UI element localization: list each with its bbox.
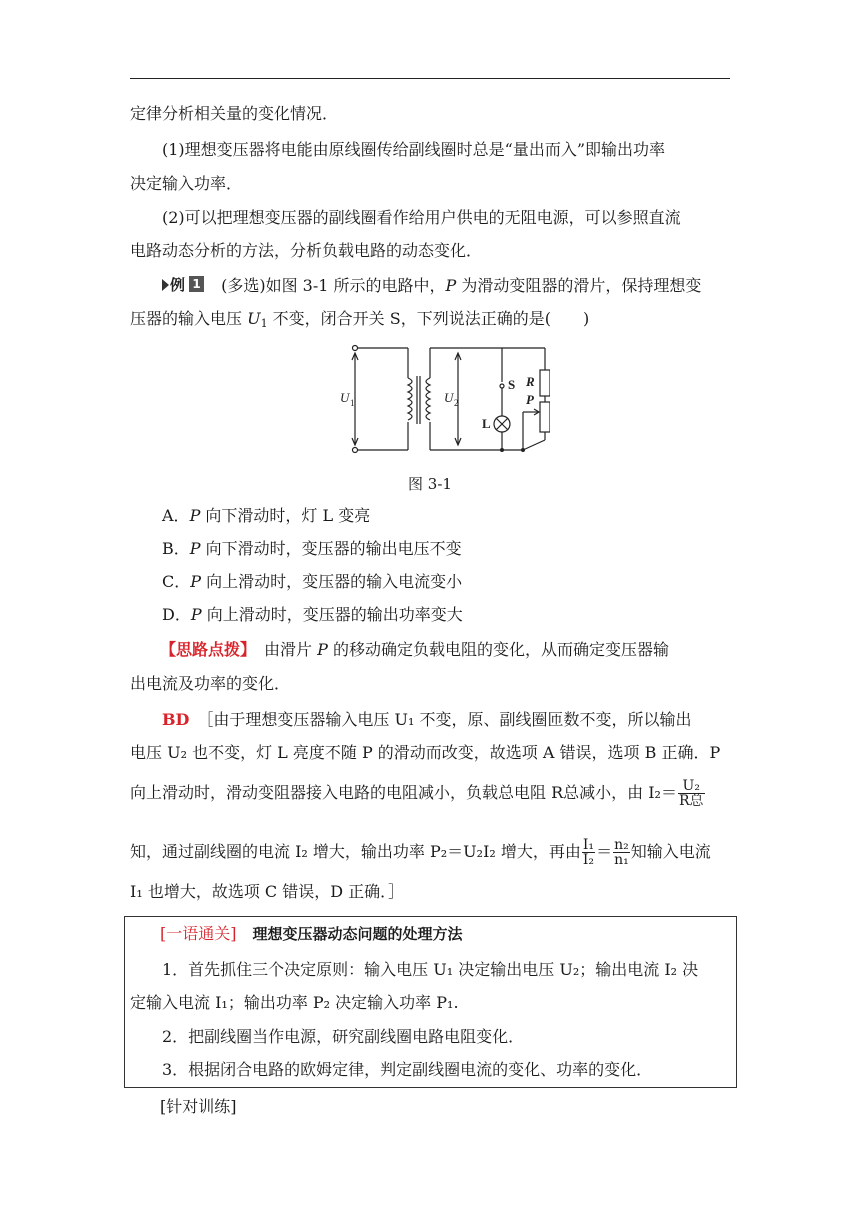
option-var: P <box>189 539 201 558</box>
summary-heading <box>160 924 760 944</box>
hint-line-1 <box>160 640 760 660</box>
hint-text-b: 的移动确定负载电阻的变化，从而确定变压器输 <box>327 640 669 659</box>
answer-line-3 <box>130 779 730 808</box>
point-1-line-b: 决定输入功率． <box>130 174 243 193</box>
option-letter: D． <box>162 605 191 624</box>
option-var: P <box>190 605 202 624</box>
fraction-denominator: R总 <box>678 793 704 809</box>
fraction <box>678 779 705 808</box>
resistor-r <box>540 370 550 396</box>
summary-point-1a: 1．首先抓住三个决定原则：输入电压 U₁ 决定输出电压 U₂；输出电流 I₂ 决 <box>162 960 699 979</box>
header-rule <box>130 78 730 79</box>
hint-text-a: 由滑片 <box>248 640 318 659</box>
option-text: 向下滑动时，灯 L 变亮 <box>200 506 371 525</box>
option-letter: A． <box>162 506 190 525</box>
fraction-denominator: n₁ <box>614 852 629 868</box>
answer-line-5: I₁ 也增大，故选项 C 错误，D 正确．］ <box>130 882 405 901</box>
summary-point-2: 2．把副线圈当作电源，研究副线圈电路电阻变化． <box>162 1027 525 1046</box>
equals-sign: ＝ <box>596 842 613 861</box>
fraction-numerator: I₁ <box>582 837 595 853</box>
circuit-figure <box>340 340 550 460</box>
label-r: R <box>526 374 535 389</box>
label-u1: U <box>340 390 350 405</box>
primary-coil <box>408 378 412 420</box>
summary-tag: [一语通关] <box>160 924 237 943</box>
answer-text: 知输入电流 <box>630 842 711 861</box>
example-line-1 <box>162 275 762 296</box>
label-p: P <box>526 392 534 407</box>
triangle-icon <box>162 279 169 291</box>
label-u2: U <box>444 390 454 405</box>
fraction-numerator: n₂ <box>614 837 629 853</box>
example-text-c: 压器的输入电压 <box>130 309 248 328</box>
answer-text: 知，通过副线圈的电流 I₂ 增大，输出功率 P₂＝U₂I₂ 增大，再由 <box>130 842 581 861</box>
var-p: P <box>445 276 457 295</box>
summary-point-3: 3．根据闭合电路的欧姆定律，判定副线圈电流的变化、功率的变化． <box>162 1060 653 1079</box>
example-text-a: (多选)如图 3-1 所示的电路中， <box>216 276 446 295</box>
summary-title: 理想变压器动态问题的处理方法 <box>252 925 463 943</box>
option-text: 向下滑动时，变压器的输出电压不变 <box>200 539 462 558</box>
var-u-sub: 1 <box>260 317 268 330</box>
terminal-top <box>353 346 358 351</box>
rheostat <box>540 402 550 432</box>
intro-line: 定律分析相关量的变化情况． <box>130 104 339 123</box>
fraction <box>582 838 595 867</box>
secondary-coil <box>426 378 430 420</box>
option-letter: C． <box>162 572 191 591</box>
fraction-numerator: U₂ <box>678 779 705 794</box>
option-a[interactable] <box>162 506 762 526</box>
label-s: S <box>508 377 516 392</box>
answer-key: BD <box>162 710 190 729</box>
answer-text: 向上滑动时，滑动变阻器接入电路的电阻减小，负载总电阻 R总减小，由 I₂＝ <box>130 783 677 802</box>
answer-line-2: 电压 U₂ 也不变，灯 L 亮度不随 P 的滑动而改变，故选项 A 错误，选项 B 正确．P <box>130 743 721 762</box>
junction-dot <box>500 448 504 452</box>
example-badge-number: 1 <box>189 276 204 292</box>
hint-tag: 【思路点拨】 <box>160 640 249 659</box>
hint-line-2: 出电流及功率的变化． <box>130 674 291 693</box>
point-1-line-a: (1)理想变压器将电能由原线圈传给副线圈时总是“量出而入”即输出功率 <box>162 140 666 159</box>
training-heading: [针对训练] <box>160 1097 237 1116</box>
option-letter: B． <box>162 539 190 558</box>
example-badge-label: 例 <box>170 276 186 294</box>
label-u1-sub: 1 <box>350 398 355 408</box>
option-b[interactable] <box>162 539 762 559</box>
figure-caption: 图 3-1 <box>408 475 452 493</box>
answer-line-1 <box>162 710 762 730</box>
example-text-b: 为滑动变阻器的滑片，保持理想变 <box>456 276 702 295</box>
option-text: 向上滑动时，变压器的输出功率变大 <box>201 605 463 624</box>
option-text: 向上滑动时，变压器的输入电流变小 <box>201 572 463 591</box>
summary-point-1b: 定输入电流 I₁；输出功率 P₂ 决定输入功率 P₁. <box>130 993 459 1012</box>
var-u: U <box>247 309 261 328</box>
example-badge <box>162 275 206 294</box>
option-var: P <box>190 572 202 591</box>
option-c[interactable] <box>162 572 762 592</box>
option-d[interactable] <box>162 605 762 625</box>
fraction-denominator: I₂ <box>582 852 595 868</box>
point-2-line-a: (2)可以把理想变压器的副线圈看作给用户供电的无阻电源，可以参照直流 <box>162 208 681 227</box>
label-l: L <box>482 416 491 431</box>
terminal-bottom <box>353 448 358 453</box>
example-line-2 <box>130 309 730 329</box>
fraction <box>613 838 630 867</box>
label-u2-sub: 2 <box>454 398 459 408</box>
example-text-d: 不变，闭合开关 S，下列说法正确的是( ) <box>267 309 590 328</box>
junction-dot <box>521 448 525 452</box>
answer-text: ［由于理想变压器输入电压 U₁ 不变，原、副线圈匝数不变，所以输出 <box>205 710 692 729</box>
hint-var-p: P <box>317 640 328 659</box>
answer-line-4 <box>130 838 730 867</box>
option-var: P <box>189 506 201 525</box>
point-2-line-b: 电路动态分析的方法，分析负载电路的动态变化． <box>130 241 483 260</box>
